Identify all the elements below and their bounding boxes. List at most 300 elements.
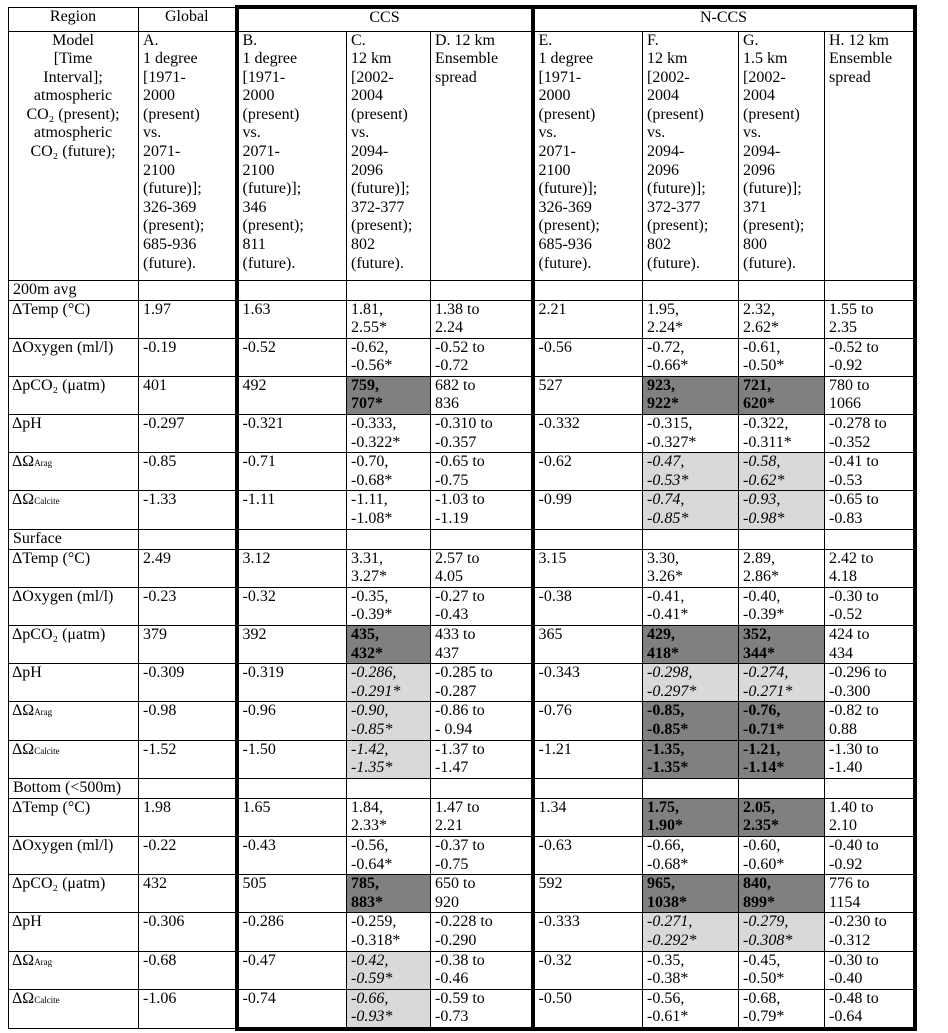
cell-line: -0.47,: [647, 453, 685, 471]
cell-line: 379: [143, 626, 167, 643]
value-cell-nccs-1deg: [533, 338, 643, 376]
value-cell-ccs-12km: [347, 740, 431, 778]
cell-line: 1.84,: [351, 798, 383, 816]
cell-line: -0.82 to: [829, 702, 879, 720]
model-nccs-1p5km: [739, 31, 825, 280]
section-spacer: [825, 280, 915, 300]
cell-line: -0.92: [829, 855, 863, 873]
row-label-text: ΔΩ: [12, 491, 35, 509]
row-label: [9, 453, 139, 491]
cell-line: 707*: [351, 395, 383, 413]
value-cell-ccs-spread: [431, 587, 533, 625]
cell-line: 1.63: [242, 300, 271, 318]
cell-line: 372-377: [647, 198, 701, 216]
cell-line: -0.319: [242, 664, 284, 682]
row-label-subscript: Calcite: [34, 745, 60, 756]
cell-line: -0.98*: [743, 510, 785, 528]
cell-line: -1.37 to: [435, 740, 485, 758]
value-cell-ccs-1deg: [237, 491, 347, 529]
cell-line: 800: [743, 236, 767, 254]
value-cell-ccs-1deg: [237, 587, 347, 625]
cell-line: 418*: [647, 644, 679, 662]
row-label-text: ΔΩ: [12, 702, 35, 720]
table-row: [9, 415, 915, 453]
cell-line: 2100: [143, 161, 175, 179]
table-row: [9, 626, 915, 664]
value-cell-global: [139, 951, 237, 989]
cell-line: 2094-: [647, 143, 685, 161]
cell-line: -0.93*: [351, 1008, 393, 1026]
cell-line: (future).: [242, 254, 296, 272]
value-cell-nccs-1p5km: [739, 702, 825, 740]
cell-line: 2.55*: [351, 319, 387, 337]
cell-line: -0.66*: [647, 357, 689, 375]
cell-line: -0.321: [242, 415, 284, 433]
value-cell-nccs-1deg: [533, 376, 643, 414]
cell-line: 2.57 to: [435, 549, 480, 567]
value-cell-ccs-spread: [431, 376, 533, 414]
cell-line: 685-936: [143, 236, 197, 254]
value-cell-ccs-1deg: [237, 338, 347, 376]
cell-line: -0.39*: [743, 606, 785, 624]
cell-line: 920: [435, 893, 459, 911]
cell-line: 424 to: [829, 626, 870, 643]
value-cell-ccs-12km: [347, 702, 431, 740]
cell-line: 1.40 to: [829, 798, 874, 816]
value-cell-nccs-12km: [643, 702, 739, 740]
cell-line: 802: [647, 236, 671, 254]
cell-line: 2.62*: [743, 319, 779, 337]
cell-line: -0.30 to: [829, 587, 879, 605]
cell-line: -1.08*: [351, 510, 393, 528]
value-cell-nccs-spread: [825, 626, 915, 664]
cell-line: -0.297: [143, 415, 185, 433]
cell-line: -0.74,: [647, 491, 685, 509]
cell-line: (present);: [538, 217, 600, 235]
cell-line: 435,: [351, 626, 379, 643]
cell-line: -0.68*: [351, 471, 393, 489]
cell-line: vs.: [743, 124, 762, 142]
row-label-text: ΔpCO₂ (μatm): [12, 875, 106, 893]
cell-line: 3.31,: [351, 549, 383, 567]
cell-line: 1154: [829, 893, 861, 911]
cell-line: Ensemble: [829, 50, 893, 68]
value-cell-ccs-12km: [347, 836, 431, 874]
cell-line: -0.42,: [351, 951, 389, 969]
section-spacer: [347, 529, 431, 549]
cell-line: -1.52: [143, 740, 177, 758]
value-cell-nccs-spread: [825, 453, 915, 491]
cell-line: -0.37 to: [435, 836, 485, 854]
row-label-text: ΔΩ: [12, 453, 35, 471]
cell-line: -0.38: [538, 587, 572, 605]
section-spacer: [431, 280, 533, 300]
cell-line: (present): [743, 105, 800, 123]
value-cell-nccs-1p5km: [739, 951, 825, 989]
cell-line: -0.76: [538, 702, 572, 720]
cell-line: 2100: [538, 161, 571, 179]
value-cell-ccs-1deg: [237, 453, 347, 491]
cell-line: 371: [743, 198, 767, 216]
value-cell-nccs-12km: [643, 453, 739, 491]
section-spacer: [533, 280, 643, 300]
cell-line: -0.290: [435, 931, 477, 949]
row-label-subscript: Calcite: [34, 496, 60, 507]
value-cell-nccs-1deg: [533, 740, 643, 778]
row-label-subscript: Arag: [34, 707, 53, 718]
cell-line: (future)];: [647, 180, 706, 198]
cell-line: -1.19: [435, 510, 469, 528]
value-cell-nccs-1p5km: [739, 836, 825, 874]
cell-line: 326-369: [538, 198, 592, 216]
table-row: [9, 549, 915, 587]
cell-line: 365: [538, 626, 563, 643]
value-cell-ccs-1deg: [237, 549, 347, 587]
cell-line: [1971-: [242, 68, 286, 86]
cell-line: atmospheric: [33, 87, 113, 105]
region-header: Region: [9, 7, 139, 31]
value-cell-ccs-12km: [347, 951, 431, 989]
value-cell-nccs-12km: [643, 338, 739, 376]
cell-line: -0.56*: [351, 357, 393, 375]
value-cell-ccs-12km: [347, 338, 431, 376]
row-label: [9, 836, 139, 874]
value-cell-global: [139, 376, 237, 414]
cell-line: -0.32: [538, 951, 572, 969]
cell-line: -1.35*: [351, 759, 393, 777]
cell-line: (future)];: [538, 180, 598, 198]
cell-line: -0.297*: [647, 682, 697, 700]
cell-line: spread: [829, 68, 871, 86]
cell-line: (future)];: [143, 180, 202, 198]
value-cell-ccs-12km: [347, 300, 431, 338]
cell-line: 1066: [829, 395, 861, 413]
row-label: [9, 415, 139, 453]
section-spacer: [347, 778, 431, 798]
value-cell-ccs-spread: [431, 989, 533, 1029]
section-header: [9, 529, 915, 549]
cell-line: 780 to: [829, 376, 870, 394]
cell-line: 433 to: [435, 626, 476, 643]
cell-line: -0.352: [829, 433, 871, 451]
section-spacer: [237, 778, 347, 798]
cell-line: -0.63: [538, 836, 572, 854]
model-nccs-12km: [643, 31, 739, 280]
cell-line: -0.43: [242, 836, 276, 854]
value-cell-nccs-12km: [643, 989, 739, 1029]
cell-line: -0.27 to: [435, 587, 485, 605]
cell-line: -0.309: [143, 664, 185, 682]
cell-line: CO₂ (future);: [30, 143, 116, 161]
table-row: [9, 875, 915, 913]
cell-line: vs.: [143, 124, 162, 142]
cell-line: -1.35,: [647, 740, 685, 758]
cell-line: -0.56,: [647, 989, 685, 1007]
cell-line: -0.64: [829, 1008, 863, 1026]
cell-line: 1.90*: [647, 817, 683, 835]
cell-line: -0.85*: [647, 510, 689, 528]
cell-line: [Time: [53, 50, 93, 68]
cell-line: 2.10: [829, 817, 857, 835]
value-cell-global: [139, 664, 237, 702]
cell-line: 2.05,: [743, 798, 775, 816]
value-cell-ccs-spread: [431, 453, 533, 491]
value-cell-nccs-1p5km: [739, 913, 825, 951]
value-cell-ccs-spread: [431, 549, 533, 587]
cell-line: -0.315,: [647, 415, 693, 433]
value-cell-ccs-spread: [431, 415, 533, 453]
ccs-header: CCS: [237, 7, 533, 31]
nccs-header: N-CCS: [533, 7, 915, 31]
table-row: [9, 300, 915, 338]
cell-line: -0.50: [538, 989, 572, 1007]
cell-line: -0.98: [143, 702, 177, 720]
section-spacer: [643, 529, 739, 549]
cell-line: 2096: [647, 161, 679, 179]
cell-line: -0.52 to: [829, 338, 879, 356]
cell-line: 429,: [647, 626, 675, 643]
cell-line: -0.285 to: [435, 664, 493, 682]
cell-line: 2.42 to: [829, 549, 874, 567]
cell-line: 3.12: [242, 549, 271, 567]
value-cell-nccs-spread: [825, 740, 915, 778]
table-row: [9, 587, 915, 625]
cell-line: D. 12 km: [435, 31, 495, 49]
model-global: [139, 31, 237, 280]
cell-line: 2096: [743, 161, 775, 179]
cell-line: -1.30 to: [829, 740, 879, 758]
cell-line: -0.40: [829, 970, 863, 988]
cell-line: -0.86 to: [435, 702, 485, 720]
cell-line: Interval];: [43, 68, 103, 86]
cell-line: 4.05: [435, 568, 463, 586]
cell-line: 776 to: [829, 875, 870, 893]
value-cell-nccs-1deg: [533, 549, 643, 587]
cell-line: -0.65 to: [829, 491, 879, 509]
cell-line: 2100: [242, 161, 275, 179]
value-cell-global: [139, 453, 237, 491]
cell-line: 2094-: [351, 143, 389, 161]
value-cell-ccs-1deg: [237, 913, 347, 951]
value-cell-ccs-1deg: [237, 626, 347, 664]
cell-line: 2.35*: [743, 817, 779, 835]
value-cell-ccs-12km: [347, 491, 431, 529]
table-row: [9, 913, 915, 951]
table-row: [9, 664, 915, 702]
cell-line: F.: [647, 31, 659, 49]
value-cell-global: [139, 836, 237, 874]
cell-line: -0.38 to: [435, 951, 485, 969]
value-cell-ccs-spread: [431, 491, 533, 529]
value-cell-nccs-1deg: [533, 453, 643, 491]
section-spacer: [739, 778, 825, 798]
value-cell-global: [139, 491, 237, 529]
cell-line: -0.53: [829, 471, 863, 489]
value-cell-global: [139, 549, 237, 587]
value-cell-nccs-12km: [643, 664, 739, 702]
value-cell-nccs-spread: [825, 702, 915, 740]
cell-line: B.: [242, 31, 258, 49]
cell-line: 2.24: [435, 319, 463, 337]
value-cell-global: [139, 798, 237, 836]
value-cell-nccs-12km: [643, 626, 739, 664]
section-spacer: [825, 778, 915, 798]
cell-line: 1 degree: [538, 50, 594, 68]
cell-line: (future).: [743, 254, 796, 272]
value-cell-nccs-spread: [825, 664, 915, 702]
cell-line: (future).: [538, 254, 592, 272]
cell-line: -0.72: [435, 357, 469, 375]
section-spacer: [139, 778, 237, 798]
cell-line: (present);: [647, 217, 709, 235]
cell-line: (present);: [351, 217, 413, 235]
cell-line: -0.22: [143, 836, 177, 854]
cell-line: 2.21: [435, 817, 463, 835]
value-cell-nccs-12km: [643, 798, 739, 836]
cell-line: 344*: [743, 644, 775, 662]
cell-line: -0.85*: [647, 720, 689, 738]
value-cell-nccs-12km: [643, 491, 739, 529]
cell-line: 527: [538, 376, 563, 394]
section-spacer: [139, 280, 237, 300]
value-cell-global: [139, 626, 237, 664]
cell-line: -1.11: [242, 491, 276, 509]
cell-line: -0.74: [242, 989, 276, 1007]
cell-line: -0.71: [242, 453, 276, 471]
value-cell-nccs-12km: [643, 415, 739, 453]
row-label-text: ΔΩ: [12, 740, 35, 758]
cell-line: -0.72,: [647, 338, 685, 356]
value-cell-ccs-1deg: [237, 989, 347, 1029]
cell-line: 2.35: [829, 319, 857, 337]
value-cell-nccs-1p5km: [739, 415, 825, 453]
cell-line: -0.357: [435, 433, 477, 451]
cell-line: 2.33*: [351, 817, 387, 835]
section-spacer: [431, 529, 533, 549]
cell-line: -0.59 to: [435, 989, 485, 1007]
value-cell-ccs-1deg: [237, 875, 347, 913]
cell-line: -0.286,: [351, 664, 397, 682]
cell-line: -0.48 to: [829, 989, 879, 1007]
row-label-subscript: Arag: [34, 956, 53, 967]
row-label-text: ΔpH: [12, 913, 42, 931]
value-cell-ccs-1deg: [237, 702, 347, 740]
cell-line: [2002-: [743, 68, 786, 86]
value-cell-nccs-1p5km: [739, 453, 825, 491]
value-cell-nccs-spread: [825, 951, 915, 989]
cell-line: -0.52: [242, 338, 276, 356]
cell-line: -1.35*: [647, 759, 689, 777]
cell-line: 2.49: [143, 549, 171, 567]
cell-line: spread: [435, 68, 477, 86]
cell-line: 836: [435, 395, 459, 413]
cell-line: -0.70,: [351, 453, 389, 471]
value-cell-nccs-1deg: [533, 989, 643, 1029]
value-cell-global: [139, 338, 237, 376]
cell-line: -0.308*: [743, 931, 793, 949]
cell-line: -1.50: [242, 740, 276, 758]
cell-line: -0.311*: [743, 433, 792, 451]
section-title: Surface: [9, 529, 139, 549]
cell-line: -0.322*: [351, 433, 401, 451]
value-cell-nccs-spread: [825, 913, 915, 951]
cell-line: 2096: [351, 161, 383, 179]
value-cell-global: [139, 740, 237, 778]
value-cell-nccs-1p5km: [739, 740, 825, 778]
value-cell-nccs-spread: [825, 415, 915, 453]
cell-line: 437: [435, 644, 459, 662]
value-cell-nccs-spread: [825, 875, 915, 913]
cell-line: -0.292*: [647, 931, 697, 949]
cell-line: -1.21: [538, 740, 572, 758]
cell-line: -0.68*: [647, 855, 689, 873]
cell-line: 12 km: [647, 50, 688, 68]
row-label: [9, 798, 139, 836]
cell-line: 352,: [743, 626, 771, 643]
value-cell-nccs-1deg: [533, 702, 643, 740]
cell-line: 346: [242, 198, 267, 216]
cell-line: 923,: [647, 376, 675, 394]
cell-line: - 0.94: [435, 720, 473, 738]
cell-line: 2004: [647, 87, 679, 105]
value-cell-nccs-1deg: [533, 875, 643, 913]
cell-line: -0.93,: [743, 491, 781, 509]
value-cell-nccs-1deg: [533, 300, 643, 338]
value-cell-nccs-1p5km: [739, 798, 825, 836]
cell-line: 0.88: [829, 720, 857, 738]
cell-line: 432*: [351, 644, 383, 662]
value-cell-ccs-12km: [347, 875, 431, 913]
value-cell-nccs-12km: [643, 875, 739, 913]
row-label-subscript: Calcite: [34, 994, 60, 1005]
cell-line: 650 to: [435, 875, 476, 893]
cell-line: 505: [242, 875, 267, 893]
section-spacer: [237, 529, 347, 549]
model-nccs-spread: [825, 31, 915, 280]
cell-line: -0.60,: [743, 836, 781, 854]
cell-line: atmospheric: [33, 124, 113, 142]
cell-line: -0.40 to: [829, 836, 879, 854]
cell-line: -0.306: [143, 913, 185, 931]
table-row: [9, 798, 915, 836]
table-row: [9, 491, 915, 529]
row-label: [9, 338, 139, 376]
cell-line: 4.18: [829, 568, 857, 586]
model-ccs-12km: [347, 31, 431, 280]
cell-line: -0.310 to: [435, 415, 493, 433]
cell-line: -1.40: [829, 759, 863, 777]
value-cell-ccs-1deg: [237, 664, 347, 702]
value-cell-nccs-12km: [643, 913, 739, 951]
value-cell-ccs-12km: [347, 913, 431, 951]
cell-line: -1.14*: [743, 759, 785, 777]
value-cell-nccs-1p5km: [739, 989, 825, 1029]
cell-line: -1.33: [143, 491, 177, 509]
cell-line: -0.343: [538, 664, 580, 682]
cell-line: 840,: [743, 875, 771, 893]
cell-line: -0.322,: [743, 415, 789, 433]
table-row: [9, 702, 915, 740]
row-label-text: ΔOxygen (ml/l): [12, 338, 114, 356]
cell-line: 2.89,: [743, 549, 775, 567]
table-row: [9, 376, 915, 414]
cell-line: -0.333,: [351, 415, 397, 433]
cell-line: [1971-: [538, 68, 582, 86]
cell-line: (present);: [743, 217, 805, 235]
table-row: [9, 836, 915, 874]
cell-line: -0.85: [143, 453, 177, 471]
cell-line: -0.327*: [647, 433, 697, 451]
